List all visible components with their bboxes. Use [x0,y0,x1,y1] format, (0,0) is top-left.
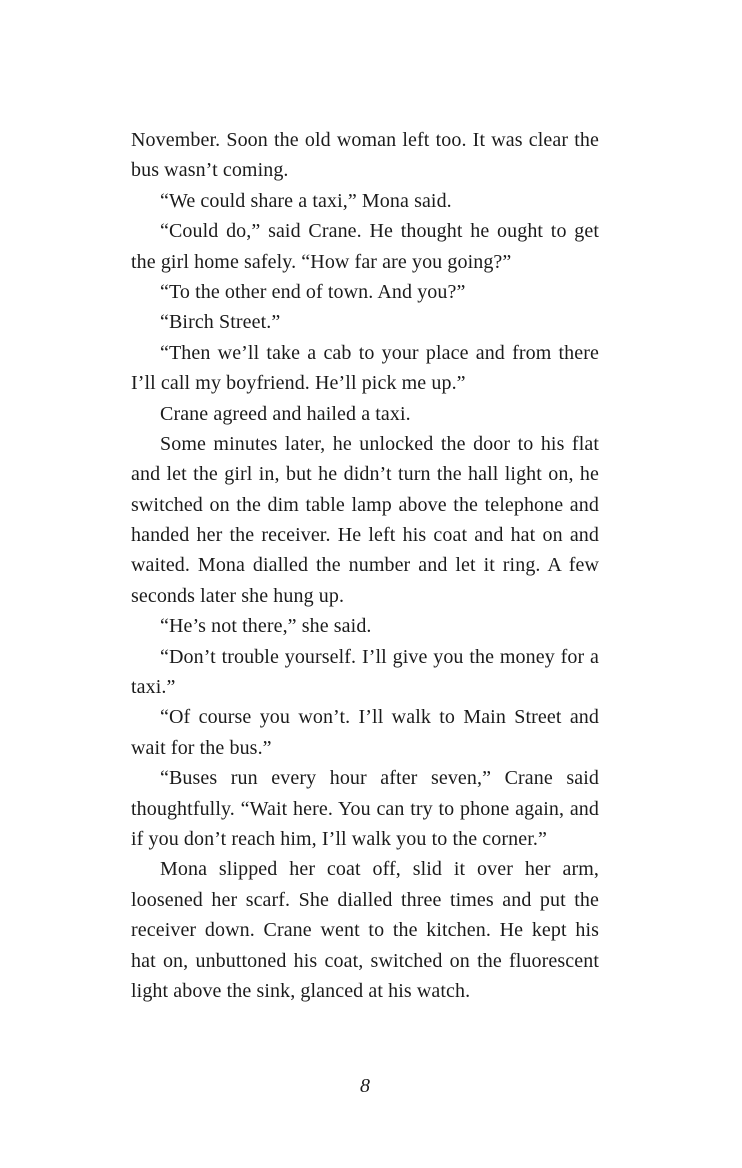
text-line: Some minutes later, he unlocked the door to his flat [160,432,599,455]
text-line: “He’s not there,” she said. [160,615,372,638]
text-line: “Birch Street.” [160,311,281,334]
text-line: loosened her scarf. She dialled three times and put the [131,888,599,911]
body-text [131,125,599,1006]
text-line: “Could do,” said Crane. He thought he ought to get [160,220,599,243]
text-line: bus wasn’t coming. [131,159,289,182]
text-line: waited. Mona dialled the number and let it ring. A few [131,554,599,577]
text-line: taxi.” [131,676,176,699]
text-line: and let the girl in, but he didn’t turn the hall light on, he [131,463,599,486]
text-line: receiver down. Crane went to the kitchen. He kept his [131,919,599,942]
text-line: “To the other end of town. And you?” [160,280,466,303]
text-line: thoughtfully. “Wait here. You can try to phone again, and [131,797,599,820]
text-line: “Of course you won’t. I’ll walk to Main Street and [160,706,599,729]
page-number: 8 [360,1075,370,1097]
text-line: the girl home safely. “How far are you going?” [131,250,512,273]
text-line: November. Soon the old woman left too. It was clear the [131,129,599,151]
text-line: wait for the bus.” [131,736,272,759]
text-line: seconds later she hung up. [131,584,345,607]
text-line: if you don’t reach him, I’ll walk you to the corner.” [131,827,547,850]
text-line: “We could share a taxi,” Mona said. [160,189,452,212]
text-line: hat on, unbuttoned his coat, switched on the fluorescent [131,949,599,972]
text-line: “Then we’ll take a cab to your place and from there [160,341,599,364]
text-line: “Don’t trouble yourself. I’ll give you the money for a [160,645,599,668]
text-line: “Buses run every hour after seven,” Crane said [160,767,599,790]
text-line: handed her the receiver. He left his coat and hat on and [131,524,599,547]
text-line: I’ll call my boyfriend. He’ll pick me up.” [131,372,466,395]
text-line: Crane agreed and hailed a taxi. [160,402,411,425]
text-line: Mona slipped her coat off, slid it over her arm, [160,858,599,881]
text-line: switched on the dim table lamp above the telephone and [131,493,599,516]
text-line: light above the sink, glanced at his watch. [131,979,471,1002]
